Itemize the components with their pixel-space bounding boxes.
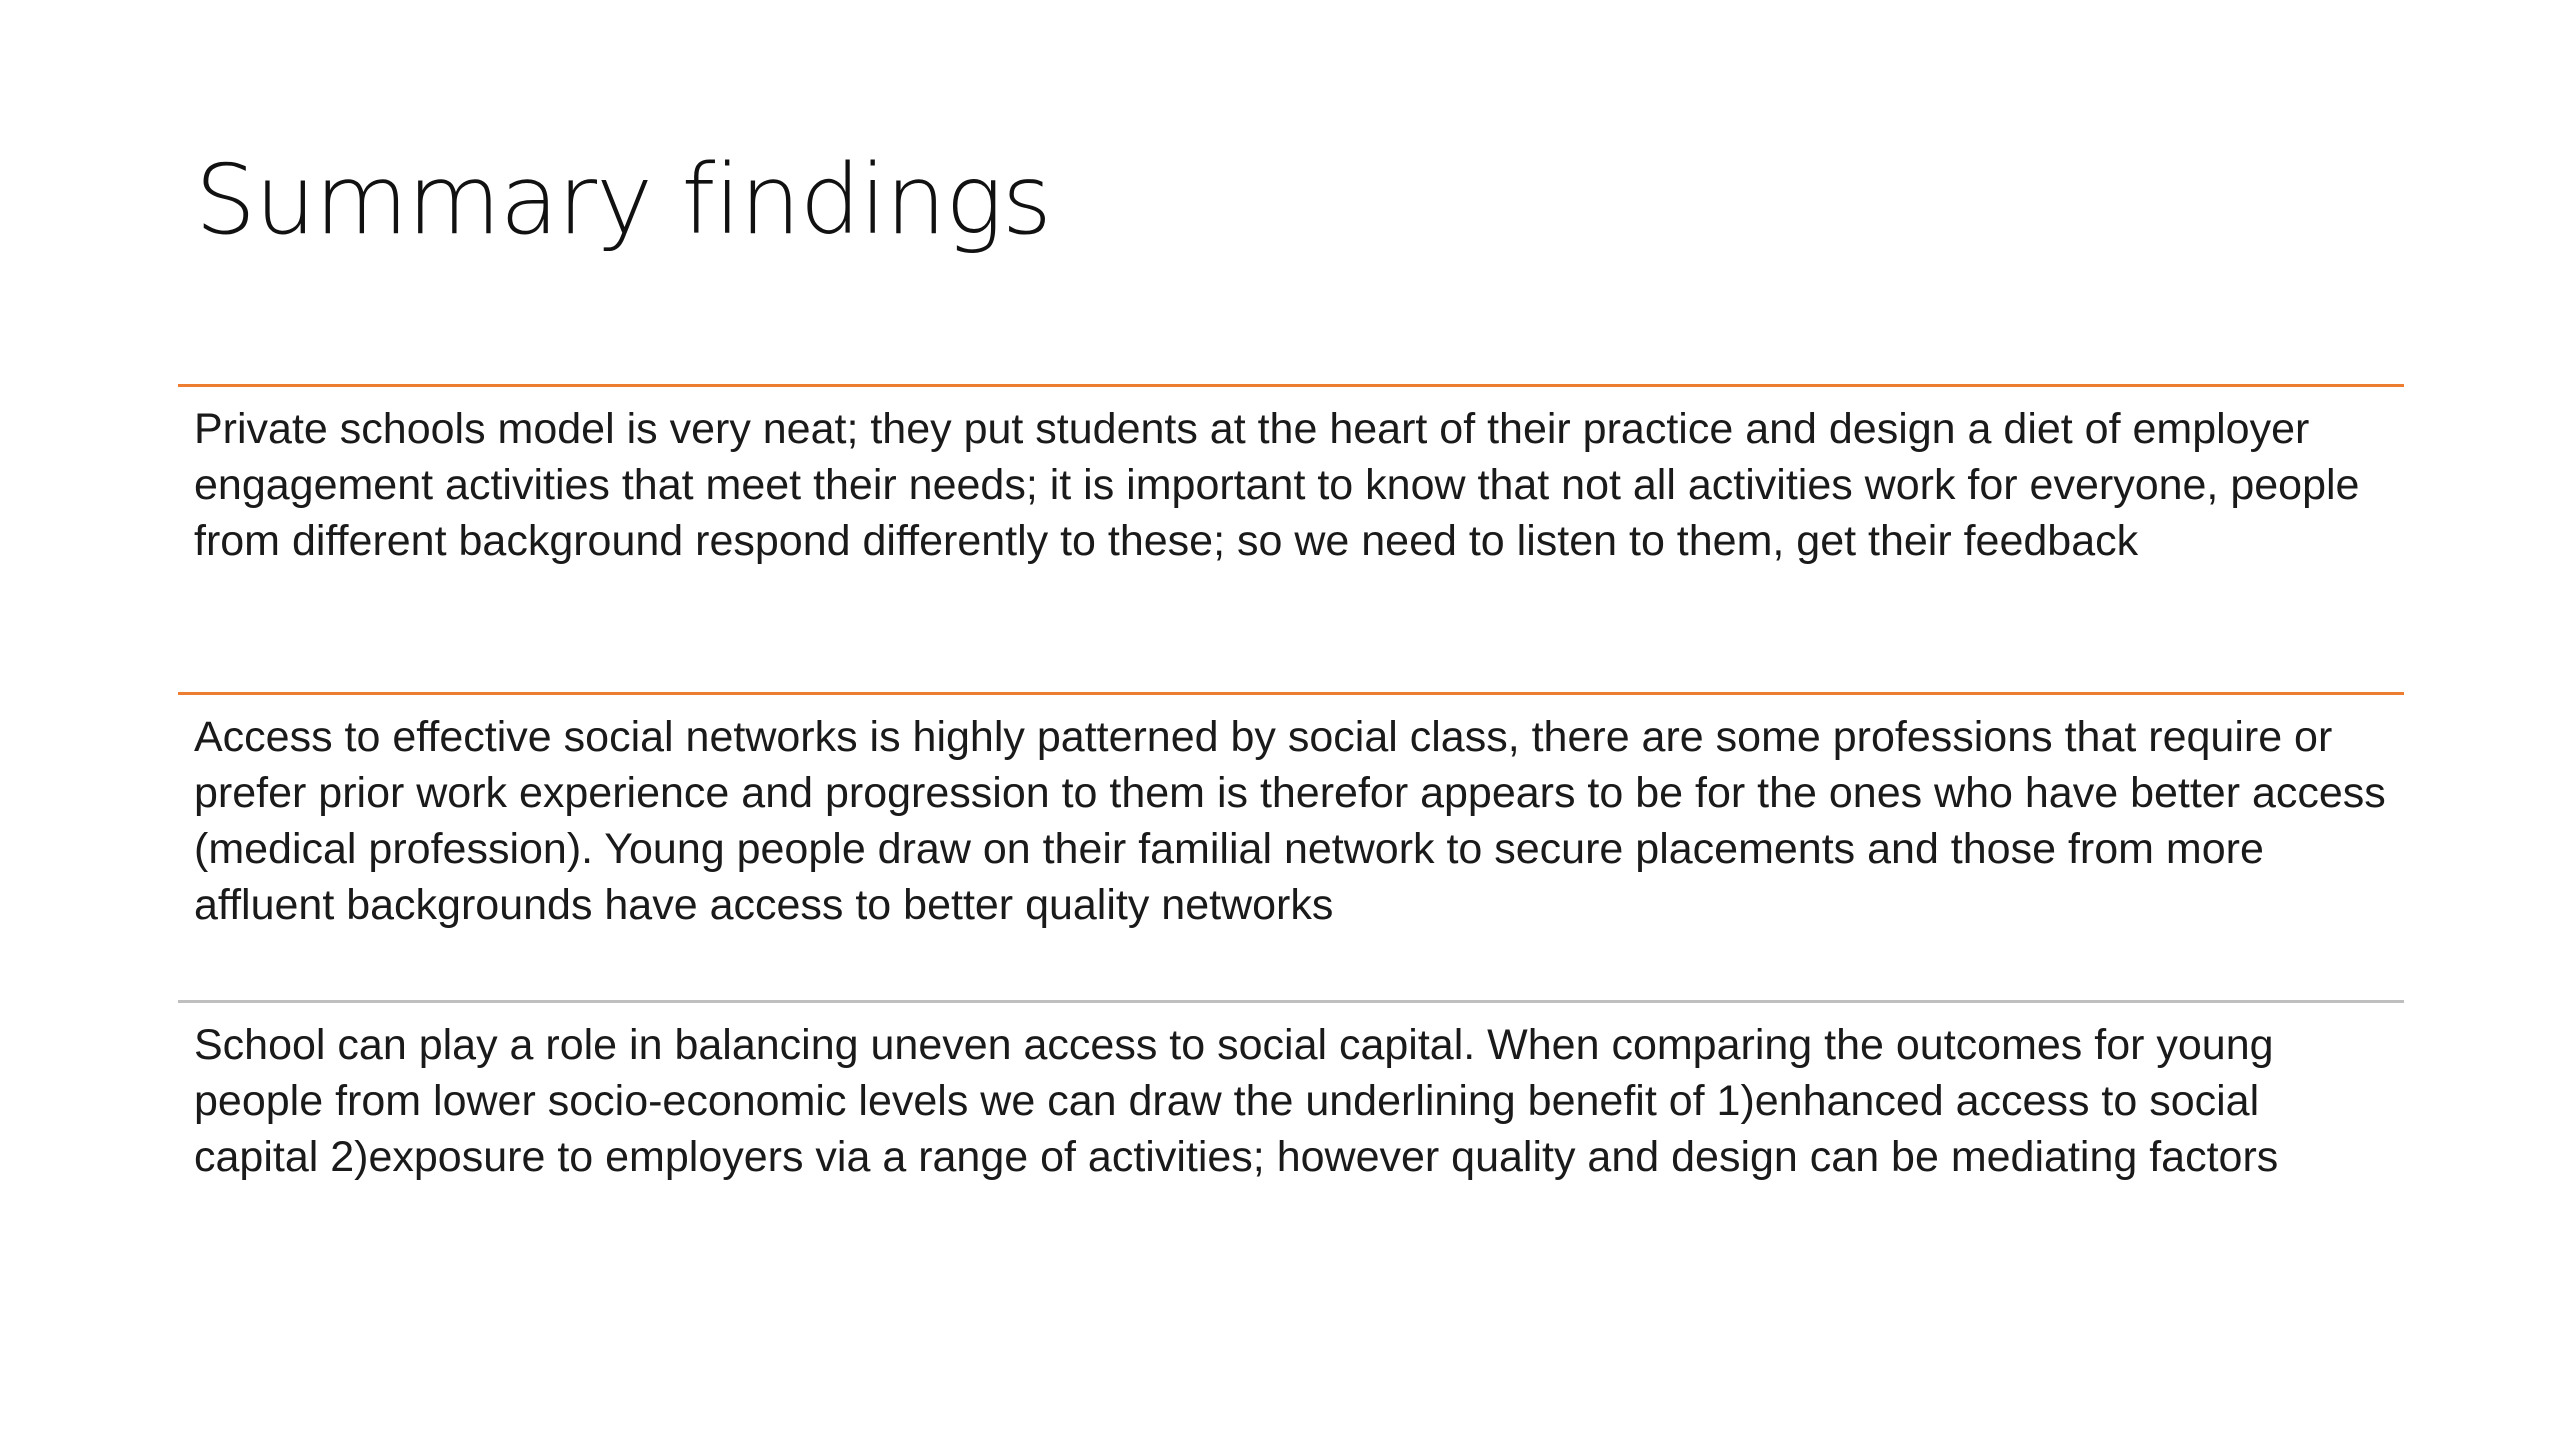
finding-item: [178, 692, 2404, 1000]
finding-item: [178, 1000, 2404, 1308]
finding-item: [178, 384, 2404, 692]
finding-text: School can play a role in balancing uneven access to social capital. When comparing the outcomes for young people from lower socio-economic levels we can draw the underlining benefit of 1)enhanced access to social capital 2)exposure to employers via a range of activities; however quality and design can be mediating factors: [194, 1021, 2279, 1181]
finding-text: Access to effective social networks is highly patterned by social class, there are some professions that require or prefer prior work experience and progression to them is therefor appears to be for the ones who have better access (medical profession). Young people draw on their familial network to secure placements and those from more affluent backgrounds have access to better quality networks: [194, 713, 2386, 929]
slide-title: Summary findings: [195, 144, 1051, 256]
findings-list: [178, 384, 2404, 1308]
finding-text: Private schools model is very neat; they put students at the heart of their practice and design a diet of employer engagement activities that meet their needs; it is important to know that not all activities work for everyone, people from different background respond differently to these; so we need to listen to them, get their feedback: [194, 405, 2360, 565]
